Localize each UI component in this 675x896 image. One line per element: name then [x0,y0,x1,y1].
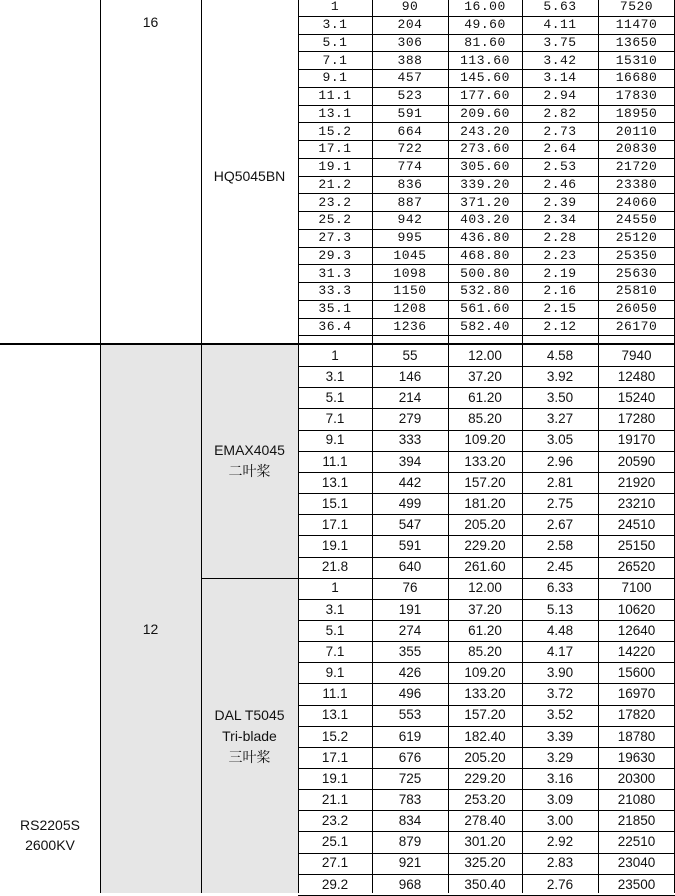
motor-model: RS2205S [20,817,80,833]
table-cell: 15310 [615,52,658,68]
table-cell: 1150 [393,283,427,299]
table-cell: 995 [397,230,423,246]
table-cell: 10620 [617,601,656,617]
table-cell: 12480 [617,368,656,384]
table-cell: 591 [398,538,422,554]
table-cell: 3.90 [546,665,574,681]
table-cell: 278.40 [464,813,506,829]
table-cell: 4.58 [546,347,574,363]
table-cell: 350.40 [464,876,506,892]
table-cell: 3.1 [325,368,345,384]
table-cell: 37.20 [468,368,502,384]
table-cell: 61.20 [468,622,502,638]
table-cell: 1098 [393,265,427,281]
table-cell: 15240 [617,390,656,406]
column-divider [201,0,202,893]
table-cell: 21850 [617,813,656,829]
table-cell: 157.20 [464,707,506,723]
voltage-cell: 16 [142,14,159,30]
table-cell: 21.2 [318,176,352,192]
propeller-name-line: Tri-blade [222,727,277,744]
table-cell: 27.3 [318,230,352,246]
table-cell: 305.60 [460,159,510,175]
table-cell: 3.00 [546,813,574,829]
table-cell: 23500 [617,876,656,892]
table-cell: 17.1 [321,749,349,765]
table-cell: 2.58 [546,538,574,554]
table-cell: 12640 [617,622,656,638]
table-cell: 2.19 [543,265,577,281]
table-cell: 20300 [617,770,656,786]
table-cell: 3.05 [546,432,574,448]
table-cell: 2.23 [543,247,577,263]
table-cell: 229.20 [464,538,506,554]
table-cell: 496 [398,686,422,702]
table-cell: 25150 [617,538,656,554]
table-cell: 25630 [615,265,658,281]
table-cell: 20830 [615,141,658,157]
motor-kv: 2600KV [25,837,75,853]
table-cell: 339.20 [460,176,510,192]
table-cell: 273.60 [460,141,510,157]
group-divider [0,343,675,345]
table-cell: 3.42 [543,52,577,68]
table-cell: 61.20 [468,390,502,406]
table-cell: 582.40 [460,318,510,334]
table-cell: 19630 [617,749,656,765]
table-cell: 3.52 [546,707,574,723]
table-cell: 942 [397,212,423,228]
table-cell: 11470 [615,17,658,33]
table-cell: 23380 [615,176,658,192]
table-cell: 968 [398,876,422,892]
voltage-cell: 12 [142,621,159,637]
table-cell: 55 [402,347,418,363]
table-cell: 25810 [615,283,658,299]
table-cell: 33.3 [318,283,352,299]
table-cell: 25120 [615,230,658,246]
table-cell: 26050 [615,301,658,317]
table-cell: 109.20 [464,432,506,448]
table-cell: 2.15 [543,301,577,317]
table-cell: 23.2 [318,194,352,210]
table-cell: 205.20 [464,517,506,532]
table-cell: 1236 [393,318,427,334]
table-cell: 722 [397,141,423,157]
table-cell: 388 [397,52,423,68]
table-cell: 2.92 [546,834,574,850]
table-cell: 19.1 [321,770,349,786]
table-cell: 1045 [393,247,427,263]
table-cell: 676 [398,749,422,765]
propeller-name-line: 三叶桨 [228,748,271,765]
table-cell: 9.1 [322,70,348,86]
table-cell: 5.13 [546,601,574,617]
table-cell: 243.20 [460,123,510,139]
table-cell: 6.33 [546,580,574,596]
table-cell: 21.1 [321,791,349,807]
table-cell: 26170 [615,318,658,334]
table-cell: 532.80 [460,283,510,299]
table-cell: 3.1 [325,601,345,617]
table-cell: 887 [397,194,423,210]
table-cell: 2.34 [543,212,577,228]
table-cell: 2.94 [543,88,577,104]
table-cell: 29.2 [321,876,349,892]
table-cell: 19170 [617,432,656,448]
table-cell: 157.20 [464,474,506,490]
column-divider [598,0,599,893]
table-cell: 7100 [621,580,652,596]
table-cell: 15.1 [321,495,349,511]
table-cell: 3.39 [546,728,574,744]
table-cell: 24060 [615,194,658,210]
table-cell: 2.28 [543,230,577,246]
table-cell: 22510 [617,834,656,850]
propeller-name [201,705,298,768]
table-cell: 181.20 [464,495,506,511]
table-cell: 2.96 [546,453,574,469]
table-cell: 1208 [393,301,427,317]
table-cell: 2.83 [546,855,574,871]
table-cell: 29.3 [318,247,352,263]
table-cell: 921 [398,855,422,871]
table-cell: 16970 [617,686,656,702]
table-cell: 436.80 [460,230,510,246]
table-cell: 2.39 [543,194,577,210]
table-cell: 9.1 [325,432,345,448]
table-cell: 17820 [617,707,656,723]
table-cell: 19.1 [321,538,349,554]
table-cell: 7520 [619,0,654,15]
table-cell: 2.12 [543,318,577,334]
table-cell: 561.60 [460,301,510,317]
motor-name [0,815,100,855]
table-cell: 209.60 [460,105,510,121]
table-cell: 15600 [617,665,656,681]
table-cell: 783 [398,791,422,807]
table-cell: 591 [397,105,423,121]
table-cell: 109.20 [464,665,506,681]
table-cell: 133.20 [464,453,506,469]
propeller-name-line: 二叶桨 [228,463,271,480]
table-cell: 12.00 [468,347,502,363]
table-cell: 2.67 [546,517,574,532]
table-cell: 145.60 [460,70,510,86]
table-cell: 214 [398,390,422,406]
column-divider [522,0,523,893]
table-cell: 205.20 [464,749,506,765]
table-cell: 21.8 [321,559,349,575]
table-cell: 17.1 [321,517,349,532]
table-cell: 7.1 [325,643,345,659]
propeller-name [201,166,298,187]
table-cell: 3.16 [546,770,574,786]
table-cell: 11.1 [322,453,348,469]
table-cell: 5.63 [543,0,577,15]
table-cell: 468.80 [460,247,510,263]
table-cell: 9.1 [325,665,345,681]
table-cell: 27.1 [321,855,349,871]
table-cell: 3.72 [546,686,574,702]
table-cell: 31.3 [318,265,352,281]
propeller-name-line: HQ5045BN [213,168,286,185]
table-cell: 403.20 [460,212,510,228]
table-cell: 133.20 [464,686,506,702]
table-cell: 3.92 [546,368,574,384]
table-cell: 14220 [617,643,656,659]
table-cell: 253.20 [464,791,506,807]
table-cell: 177.60 [460,88,510,104]
table-cell: 18950 [615,105,658,121]
table-cell: 457 [397,70,423,86]
table-cell: 553 [398,707,422,723]
table-cell: 25350 [615,247,658,263]
table-cell: 13.1 [321,707,349,723]
table-cell: 5.1 [325,390,345,406]
grid-line [298,335,675,336]
table-cell: 306 [397,34,423,50]
propeller-name [201,440,298,482]
table-cell: 49.60 [464,17,506,33]
table-cell: 5.1 [325,622,345,638]
table-cell: 333 [398,432,422,448]
table-cell: 37.20 [468,601,502,617]
table-cell: 11.1 [318,88,352,104]
table-cell: 2.81 [546,474,574,490]
table-cell: 18780 [617,728,656,744]
table-cell: 17.1 [318,141,352,157]
table-cell: 325.20 [464,855,506,871]
table-cell: 113.60 [460,52,510,68]
table-cell: 16680 [615,70,658,86]
table-cell: 619 [398,728,422,744]
table-cell: 21080 [617,791,656,807]
table-cell: 90 [401,0,419,15]
table-cell: 774 [397,159,423,175]
table-cell: 3.27 [546,411,574,427]
table-cell: 3.09 [546,791,574,807]
table-cell: 442 [398,474,422,490]
table-cell: 24510 [617,517,656,532]
table-cell: 7940 [621,347,652,363]
prop-divider [201,578,298,579]
table-cell: 3.75 [543,34,577,50]
table-cell: 20590 [617,453,656,469]
table-cell: 85.20 [468,411,502,427]
table-cell: 2.76 [546,876,574,892]
table-cell: 19.1 [318,159,352,175]
table-cell: 23210 [617,495,656,511]
table-cell: 1 [330,0,340,15]
table-cell: 2.82 [543,105,577,121]
table-cell: 1 [331,347,339,363]
table-cell: 204 [397,17,423,33]
table-cell: 2.45 [546,559,574,575]
table-cell: 146 [398,368,422,384]
table-cell: 21920 [617,474,656,490]
table-cell: 191 [398,601,422,617]
table-cell: 12.00 [468,580,502,596]
table-cell: 664 [397,123,423,139]
table-cell: 523 [397,88,423,104]
column-divider [100,0,101,893]
table-cell: 725 [398,770,422,786]
table-cell: 76 [402,580,418,596]
table-cell: 355 [398,643,422,659]
column-divider [298,0,299,893]
table-cell: 2.53 [543,159,577,175]
table-cell: 836 [397,176,423,192]
table-cell: 2.64 [543,141,577,157]
table-cell: 301.20 [464,834,506,850]
table-cell: 371.20 [460,194,510,210]
table-cell: 11.1 [322,686,348,702]
table-cell: 274 [398,622,422,638]
table-cell: 4.11 [543,17,577,33]
table-cell: 182.40 [464,728,506,744]
table-cell: 3.14 [543,70,577,86]
table-cell: 81.60 [464,34,506,50]
table-cell: 25.2 [318,212,352,228]
table-cell: 2.46 [543,176,577,192]
table-cell: 24550 [615,212,658,228]
table-cell: 4.48 [546,622,574,638]
table-cell: 3.29 [546,749,574,765]
table-cell: 23040 [617,855,656,871]
table-cell: 13.1 [318,105,352,121]
table-cell: 2.73 [543,123,577,139]
table-cell: 17830 [615,88,658,104]
propeller-name-line: EMAX4045 [214,442,285,459]
table-cell: 4.17 [546,643,574,659]
table-cell: 23.2 [321,813,349,829]
group-12-shade [100,345,298,893]
table-cell: 85.20 [468,643,502,659]
table-cell: 36.4 [318,318,352,334]
table-cell: 426 [398,665,422,681]
table-cell: 17280 [617,411,656,427]
table-cell: 3.50 [546,390,574,406]
table-cell: 7.1 [325,411,345,427]
table-cell: 15.2 [318,123,352,139]
table-cell: 640 [398,559,422,575]
table-cell: 394 [398,453,422,469]
table-cell: 2.16 [543,283,577,299]
table-cell: 13.1 [321,474,349,490]
table-cell: 35.1 [318,301,352,317]
table-cell: 21720 [615,159,658,175]
table-cell: 3.1 [322,17,348,33]
table-cell: 20110 [615,123,658,139]
table-cell: 879 [398,834,422,850]
table-cell: 547 [398,517,422,532]
table-cell: 15.2 [321,728,349,744]
table-cell: 500.80 [460,265,510,281]
table-cell: 16.00 [464,0,506,15]
table-cell: 499 [398,495,422,511]
table-cell: 25.1 [321,834,349,850]
table-cell: 229.20 [464,770,506,786]
column-divider [448,0,449,893]
table-cell: 279 [398,411,422,427]
table-cell: 2.75 [546,495,574,511]
table-cell: 26520 [617,559,656,575]
table-cell: 261.60 [464,559,506,575]
propeller-name-line: DAL T5045 [214,706,285,723]
table-cell: 5.1 [322,34,348,50]
table-cell: 7.1 [322,52,348,68]
table-cell: 1 [331,580,339,596]
column-divider [372,0,373,893]
table-cell: 13650 [615,34,658,50]
table-cell: 834 [398,813,422,829]
